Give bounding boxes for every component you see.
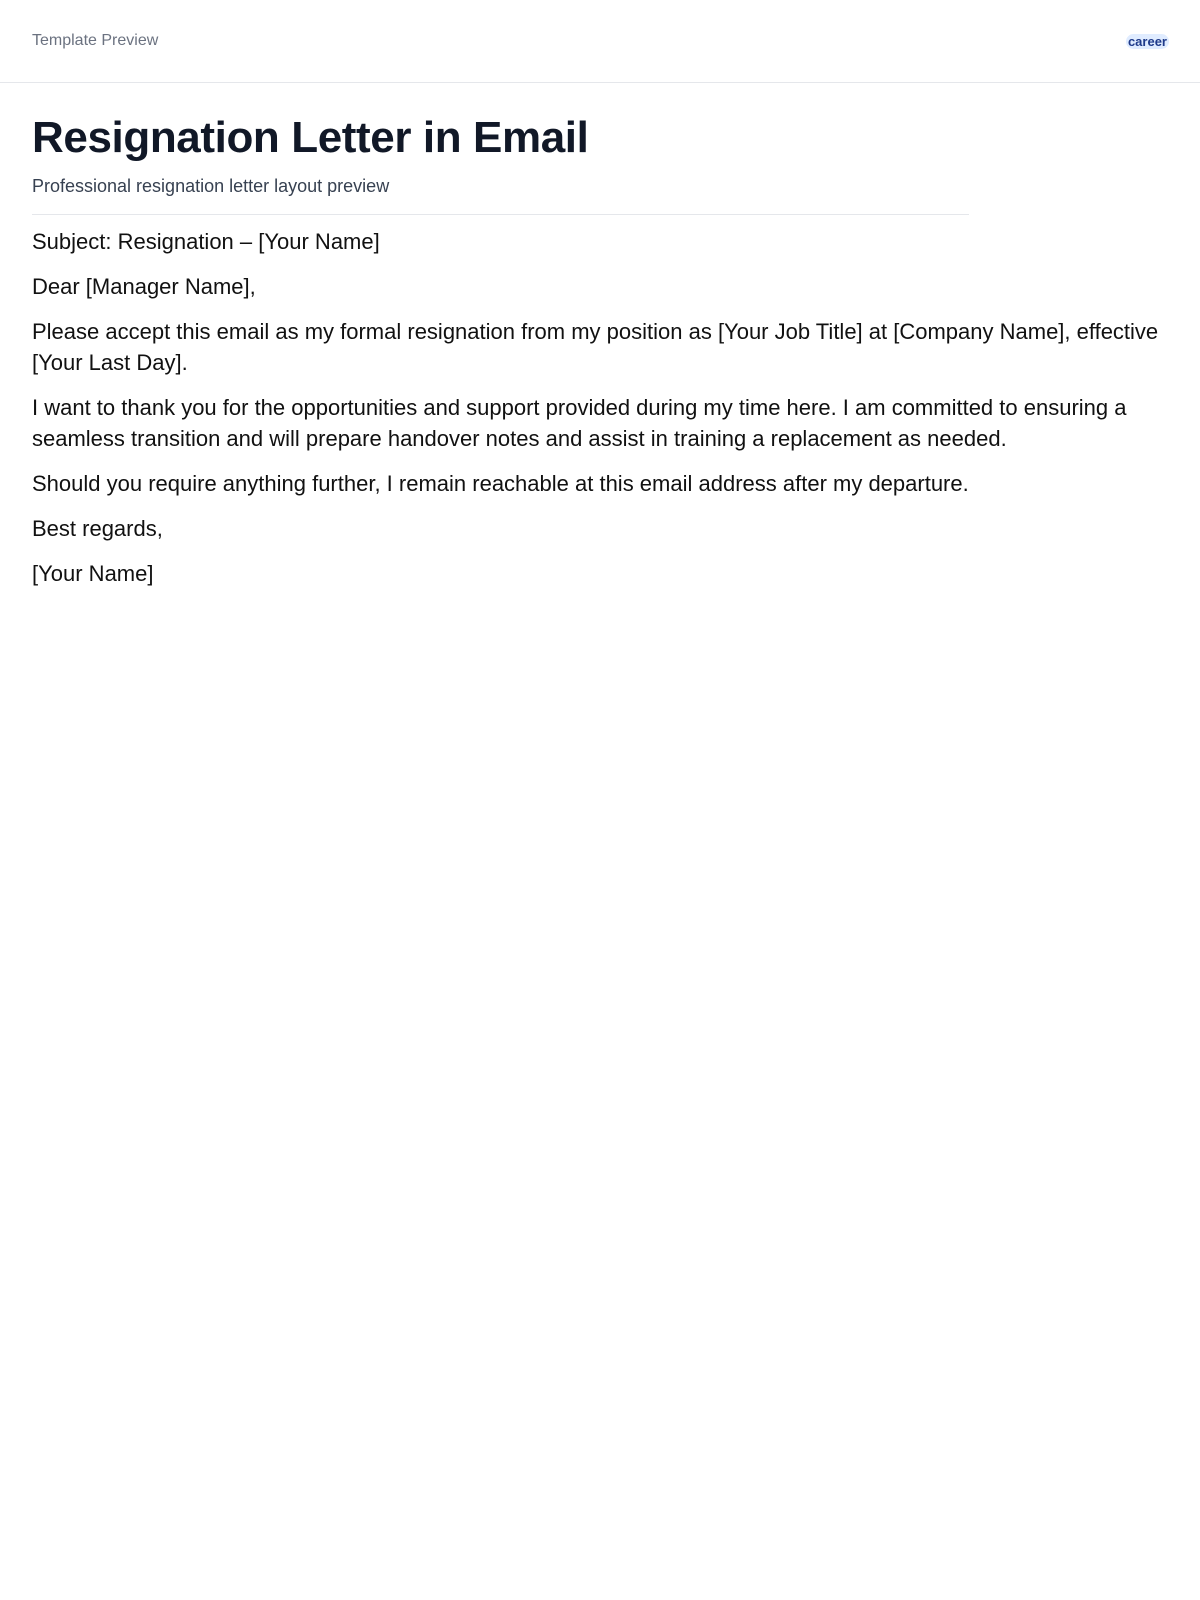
main-content <box>0 112 1200 589</box>
page-subtitle: Professional resignation letter layout preview <box>32 176 390 196</box>
page-title: Resignation Letter in Email <box>32 113 589 162</box>
letter-subject: Subject: Resignation – [Your Name] <box>32 229 380 254</box>
top-bar <box>0 0 1200 83</box>
letter-paragraph: I want to thank you for the opportunities and support provided during my time here. I am committed to ensuring a seamless transition and will prepare handover notes and assist in training a replacement as needed. <box>32 395 1127 451</box>
template-preview-label: Template Preview <box>32 31 159 49</box>
letter-signature: [Your Name] <box>32 561 154 586</box>
letter-paragraph: Please accept this email as my formal resignation from my position as [Your Job Title] at [Company Name], effective [Your Last Day]. <box>32 319 1159 375</box>
divider <box>32 214 969 215</box>
letter-paragraph: Should you require anything further, I remain reachable at this email address after my departure. <box>32 471 969 496</box>
category-tag: career <box>1127 33 1167 49</box>
letter-greeting: Dear [Manager Name], <box>32 274 256 299</box>
letter-closing: Best regards, <box>32 516 163 541</box>
letter-body <box>32 226 1168 589</box>
